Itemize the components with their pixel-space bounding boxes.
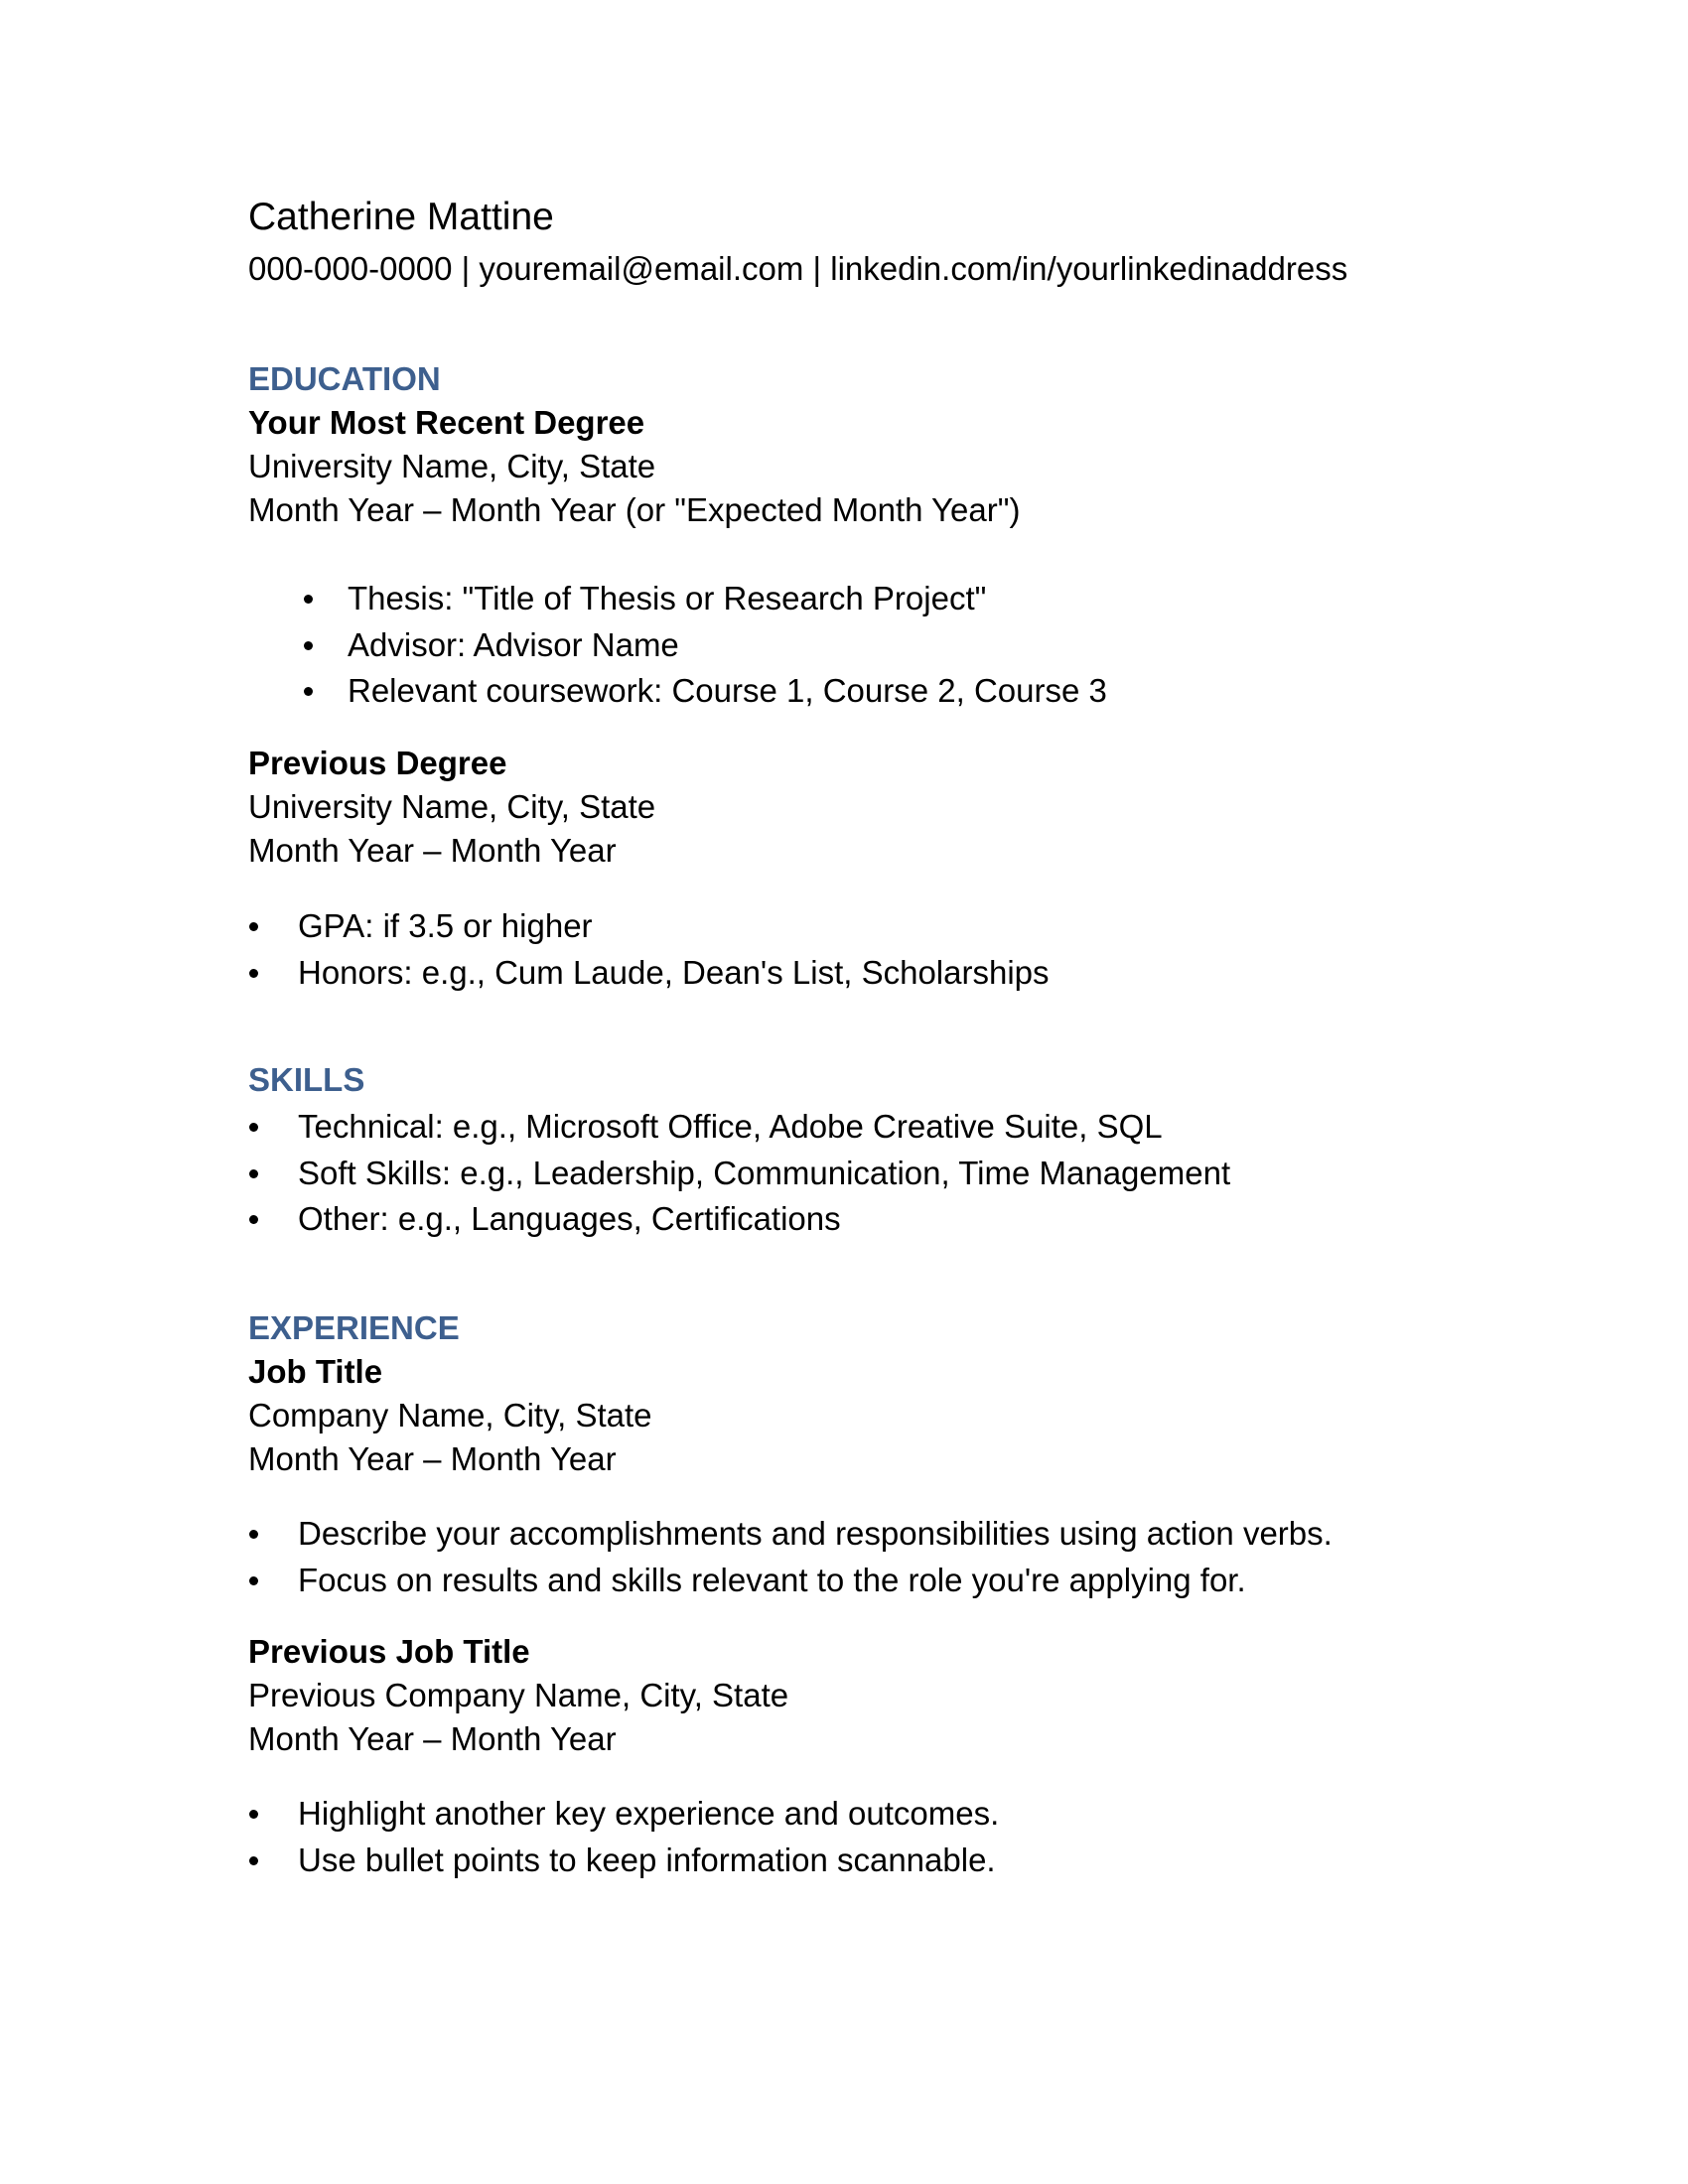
contact-line: 000-000-0000 | youremail@email.com | linkedin.com/in/yourlinkedinaddress [248,250,1348,287]
job-bullet-list [298,1791,999,1883]
bullet-text: Other: e.g., Languages, Certifications [298,1200,841,1237]
degree-title: Your Most Recent Degree [248,404,645,441]
job-company: Company Name, City, State [248,1397,652,1433]
list-item [298,950,1050,997]
list-item [298,1838,999,1884]
list-item [298,1511,1333,1558]
bullet-icon [304,595,313,604]
bullet-text: Thesis: "Title of Thesis or Research Project" [348,580,987,616]
bullet-icon [249,1530,258,1539]
bullet-text: Focus on results and skills relevant to the role you're applying for. [298,1561,1246,1598]
degree-bullet-list [348,576,1107,715]
experience-heading: EXPERIENCE [248,1309,460,1346]
bullet-text: Advisor: Advisor Name [348,625,679,663]
bullet-icon [249,1123,258,1132]
bullet-icon [249,1169,258,1178]
bullet-icon [304,687,313,696]
bullet-icon [249,1856,258,1865]
list-item [298,1196,1230,1243]
job-bullet-list [298,1511,1333,1603]
list-item [348,668,1107,715]
bullet-text: Describe your accomplishments and responsibilities using action verbs. [298,1515,1333,1552]
list-item [298,1558,1333,1604]
skills-heading: SKILLS [248,1061,365,1098]
list-item [298,1151,1230,1197]
bullet-icon [249,1576,258,1585]
bullet-text: Highlight another key experience and outcomes. [298,1795,1000,1832]
job-title: Job Title [248,1353,383,1390]
job-company: Previous Company Name, City, State [248,1677,789,1713]
bullet-icon [304,641,313,650]
education-heading: EDUCATION [248,360,441,397]
job-dates: Month Year – Month Year [248,1720,617,1757]
bullet-icon [249,969,258,978]
skills-bullet-list [298,1104,1230,1243]
job-title: Previous Job Title [248,1633,530,1670]
list-item [348,576,1107,622]
bullet-text: Technical: e.g., Microsoft Office, Adobe Creative Suite, SQL [298,1108,1163,1145]
bullet-icon [249,922,258,931]
candidate-name: Catherine Mattine [248,196,554,238]
bullet-text: Use bullet points to keep information scannable. [298,1841,996,1878]
bullet-text: Relevant coursework: Course 1, Course 2, Course 3 [348,672,1107,709]
degree-dates: Month Year – Month Year (or "Expected Month Year") [248,491,1021,528]
list-item [298,1104,1230,1151]
job-dates: Month Year – Month Year [248,1440,617,1477]
bullet-text: Soft Skills: e.g., Leadership, Communication, Time Management [298,1154,1231,1191]
degree-institution: University Name, City, State [248,788,656,825]
bullet-text: GPA: if 3.5 or higher [298,907,593,944]
degree-dates: Month Year – Month Year [248,832,617,869]
degree-title: Previous Degree [248,745,507,781]
bullet-icon [249,1810,258,1819]
bullet-text: Honors: e.g., Cum Laude, Dean's List, Scholarships [298,953,1050,991]
list-item [348,622,1107,669]
list-item [298,1791,999,1838]
degree-institution: University Name, City, State [248,448,656,484]
bullet-icon [249,1215,258,1224]
degree-bullet-list [298,903,1050,996]
list-item [298,903,1050,950]
